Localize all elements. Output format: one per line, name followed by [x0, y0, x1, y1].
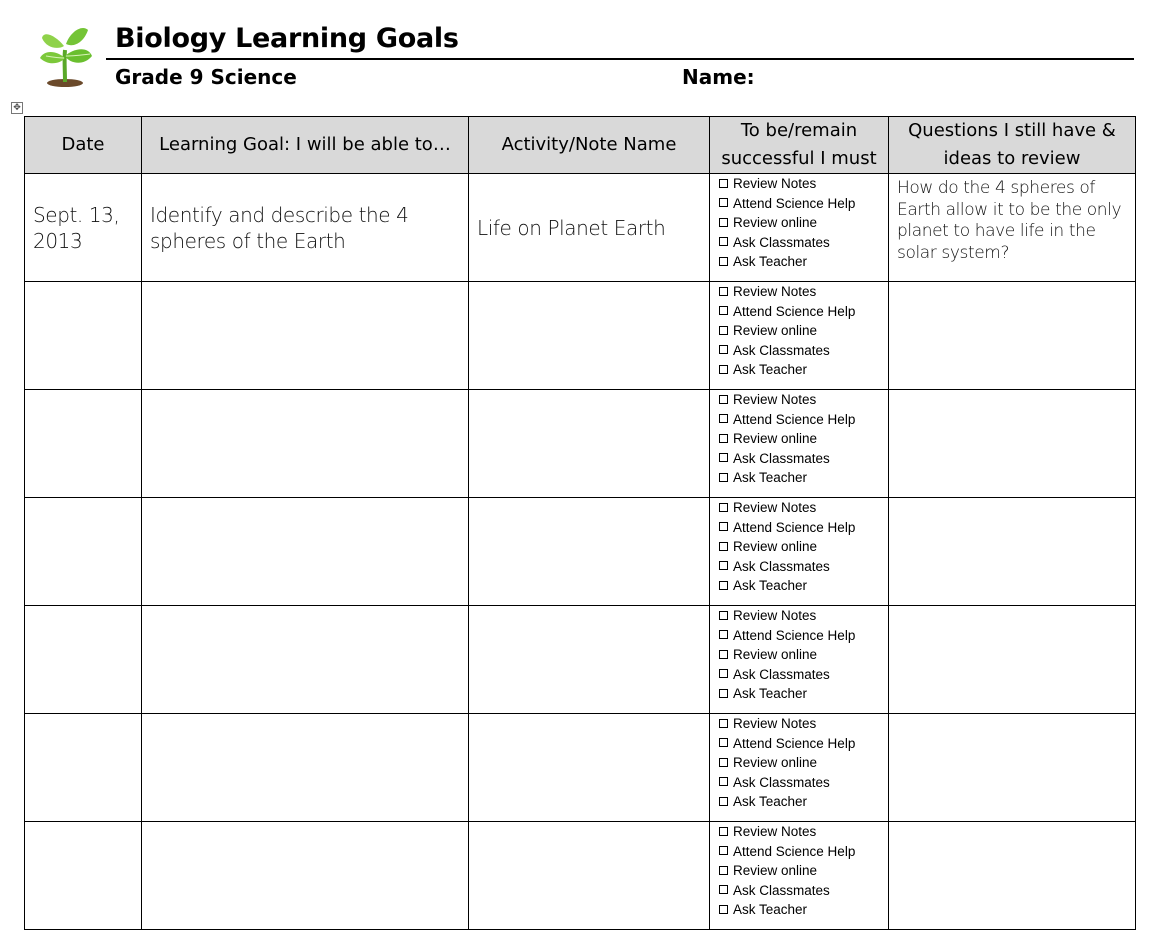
checkbox-icon[interactable] [719, 611, 728, 620]
date-cell[interactable] [25, 606, 142, 714]
success-checklist-cell [710, 822, 889, 930]
success-checklist-cell [710, 390, 889, 498]
checkbox-icon[interactable] [719, 434, 728, 443]
checklist-item[interactable] [719, 321, 888, 341]
table-row [25, 822, 1136, 930]
checkbox-icon[interactable] [719, 797, 728, 806]
date-cell[interactable] [25, 822, 142, 930]
learning-goal-cell[interactable] [142, 822, 469, 930]
checklist-item-label: Attend Science Help [733, 303, 856, 319]
checkbox-icon[interactable] [719, 414, 728, 423]
checklist-item[interactable] [719, 753, 888, 773]
checklist-item[interactable] [719, 734, 888, 754]
checklist-item-label: Ask Teacher [733, 902, 808, 917]
checklist-item-label: Review online [733, 323, 818, 338]
questions-cell[interactable] [889, 282, 1136, 390]
checklist-item-label: Review online [733, 863, 818, 878]
checkbox-icon[interactable] [719, 179, 728, 188]
checklist-item-label: Review online [733, 215, 818, 230]
learning-goal-cell[interactable] [142, 606, 469, 714]
checkbox-icon[interactable] [719, 326, 728, 335]
checklist-item[interactable] [719, 213, 888, 233]
checklist-item[interactable] [719, 194, 888, 214]
checkbox-icon[interactable] [719, 503, 728, 512]
checklist-item[interactable] [719, 576, 888, 596]
checkbox-icon[interactable] [719, 669, 728, 678]
checklist-item-label: Review Notes [733, 176, 817, 191]
success-checklist-cell [710, 282, 889, 390]
checklist-item[interactable] [719, 429, 888, 449]
checklist-item-label: Attend Science Help [733, 519, 856, 535]
checkbox-icon[interactable] [719, 218, 728, 227]
checkbox-icon[interactable] [719, 866, 728, 875]
checklist-item[interactable] [719, 410, 888, 430]
checklist-item-label: Ask Teacher [733, 794, 808, 809]
checklist-item-label: Review Notes [733, 392, 817, 407]
questions-cell[interactable] [889, 714, 1136, 822]
success-checklist-cell [710, 498, 889, 606]
checklist-item[interactable] [719, 714, 888, 734]
checkbox-icon[interactable] [719, 846, 728, 855]
checkbox-icon[interactable] [719, 287, 728, 296]
checkbox-icon[interactable] [719, 453, 728, 462]
checklist-item[interactable] [719, 174, 888, 194]
checklist-item-label: Ask Classmates [733, 666, 830, 682]
checklist-item-label: Ask Teacher [733, 578, 808, 593]
success-checklist-cell [710, 174, 889, 282]
move-handle-icon[interactable]: ✥ [11, 102, 23, 114]
table-row [25, 714, 1136, 822]
checkbox-icon[interactable] [719, 777, 728, 786]
questions-cell[interactable] [889, 498, 1136, 606]
success-checklist-cell [710, 606, 889, 714]
checkbox-icon[interactable] [719, 473, 728, 482]
checkbox-icon[interactable] [719, 306, 728, 315]
checklist-item-label: Ask Teacher [733, 686, 808, 701]
questions-cell[interactable] [889, 606, 1136, 714]
checklist-item-label: Review Notes [733, 284, 817, 299]
checkbox-icon[interactable] [719, 719, 728, 728]
checklist-item-label: Ask Teacher [733, 470, 808, 485]
activity-cell[interactable] [469, 822, 710, 930]
checklist-item-label: Ask Classmates [733, 558, 830, 574]
checkbox-icon[interactable] [719, 198, 728, 207]
checklist-item-label: Ask Teacher [733, 254, 808, 269]
table-row [25, 282, 1136, 390]
questions-cell[interactable] [889, 822, 1136, 930]
checklist-item[interactable] [719, 626, 888, 646]
checklist-item[interactable] [719, 390, 888, 410]
checkbox-icon[interactable] [719, 581, 728, 590]
activity-cell[interactable] [469, 498, 710, 606]
checklist-item[interactable] [719, 645, 888, 665]
checklist-item-label: Ask Classmates [733, 882, 830, 898]
checklist-item[interactable] [719, 665, 888, 685]
checklist-item[interactable] [719, 842, 888, 862]
column-header-date: Date [25, 117, 142, 174]
course-subtitle: Grade 9 Science [115, 65, 297, 89]
activity-cell[interactable]: Life on Planet Earth [469, 174, 710, 282]
checklist-item[interactable] [719, 252, 888, 272]
checklist-item-label: Attend Science Help [733, 843, 856, 859]
checklist-item[interactable] [719, 233, 888, 253]
checklist-item-label: Ask Classmates [733, 234, 830, 250]
checklist-item[interactable] [719, 900, 888, 920]
checklist-item[interactable] [719, 606, 888, 626]
checklist-item[interactable] [719, 449, 888, 469]
column-header-learning-goal: Learning Goal: I will be able to… [142, 117, 469, 174]
title-divider [106, 58, 1134, 60]
name-field-label: Name: [682, 65, 755, 89]
checklist-item[interactable] [719, 861, 888, 881]
table-row [25, 606, 1136, 714]
learning-goals-table [24, 116, 1136, 930]
checkbox-icon[interactable] [719, 827, 728, 836]
checklist-item-label: Ask Classmates [733, 342, 830, 358]
checklist-item-label: Ask Classmates [733, 450, 830, 466]
checklist-item[interactable] [719, 881, 888, 901]
checkbox-icon[interactable] [719, 522, 728, 531]
checklist-item-label: Review Notes [733, 608, 817, 623]
date-cell[interactable] [25, 498, 142, 606]
page-title: Biology Learning Goals [115, 23, 459, 54]
checkbox-icon[interactable] [719, 542, 728, 551]
checklist-item[interactable] [719, 773, 888, 793]
checklist-item-label: Review Notes [733, 500, 817, 515]
checkbox-icon[interactable] [719, 738, 728, 747]
checklist-item-label: Ask Classmates [733, 774, 830, 790]
date-cell[interactable]: Sept. 13, 2013 [25, 174, 142, 282]
checklist-item-label: Review online [733, 539, 818, 554]
learning-goal-cell[interactable] [142, 714, 469, 822]
activity-cell[interactable] [469, 606, 710, 714]
checklist-item[interactable] [719, 822, 888, 842]
learning-goal-cell[interactable]: Identify and describe the 4 spheres of the Earth [142, 174, 469, 282]
checklist-item[interactable] [719, 557, 888, 577]
checklist-item-label: Review online [733, 647, 818, 662]
checkbox-icon[interactable] [719, 365, 728, 374]
checklist-item-label: Review online [733, 755, 818, 770]
checklist-item-label: Ask Teacher [733, 362, 808, 377]
checkbox-icon[interactable] [719, 561, 728, 570]
plant-sprout-icon [34, 20, 96, 90]
checkbox-icon[interactable] [719, 395, 728, 404]
learning-goal-cell[interactable] [142, 498, 469, 606]
checklist-item[interactable] [719, 360, 888, 380]
column-header-success-actions: To be/remain successful I must [710, 117, 889, 174]
checklist-item-label: Review online [733, 431, 818, 446]
date-cell[interactable] [25, 282, 142, 390]
checkbox-icon[interactable] [719, 257, 728, 266]
checklist-item[interactable] [719, 468, 888, 488]
checkbox-icon[interactable] [719, 345, 728, 354]
checklist-item[interactable] [719, 498, 888, 518]
checklist-item[interactable] [719, 537, 888, 557]
table-row [25, 498, 1136, 606]
activity-cell[interactable] [469, 390, 710, 498]
table-row [25, 390, 1136, 498]
success-checklist-cell [710, 714, 889, 822]
checklist-item-label: Attend Science Help [733, 195, 856, 211]
column-header-questions: Questions I still have & ideas to review [889, 117, 1136, 174]
learning-goal-cell[interactable] [142, 390, 469, 498]
checkbox-icon[interactable] [719, 630, 728, 639]
checklist-item-label: Attend Science Help [733, 627, 856, 643]
checkbox-icon[interactable] [719, 237, 728, 246]
checklist-item[interactable] [719, 792, 888, 812]
checkbox-icon[interactable] [719, 650, 728, 659]
checkbox-icon[interactable] [719, 885, 728, 894]
checklist-item-label: Attend Science Help [733, 411, 856, 427]
activity-cell[interactable] [469, 714, 710, 822]
questions-cell[interactable]: How do the 4 spheres of Earth allow it to be the only planet to have life in the solar system? [889, 174, 1136, 282]
checkbox-icon[interactable] [719, 689, 728, 698]
checkbox-icon[interactable] [719, 905, 728, 914]
checklist-item[interactable] [719, 684, 888, 704]
checklist-item[interactable] [719, 282, 888, 302]
questions-cell[interactable] [889, 390, 1136, 498]
checklist-item[interactable] [719, 302, 888, 322]
date-cell[interactable] [25, 390, 142, 498]
column-header-activity: Activity/Note Name [469, 117, 710, 174]
activity-cell[interactable] [469, 282, 710, 390]
checklist-item[interactable] [719, 518, 888, 538]
checklist-item-label: Review Notes [733, 716, 817, 731]
checklist-item-label: Review Notes [733, 824, 817, 839]
table-row [25, 174, 1136, 282]
date-cell[interactable] [25, 714, 142, 822]
checklist-item[interactable] [719, 341, 888, 361]
learning-goal-cell[interactable] [142, 282, 469, 390]
checkbox-icon[interactable] [719, 758, 728, 767]
checklist-item-label: Attend Science Help [733, 735, 856, 751]
table-header-row [25, 117, 1136, 174]
